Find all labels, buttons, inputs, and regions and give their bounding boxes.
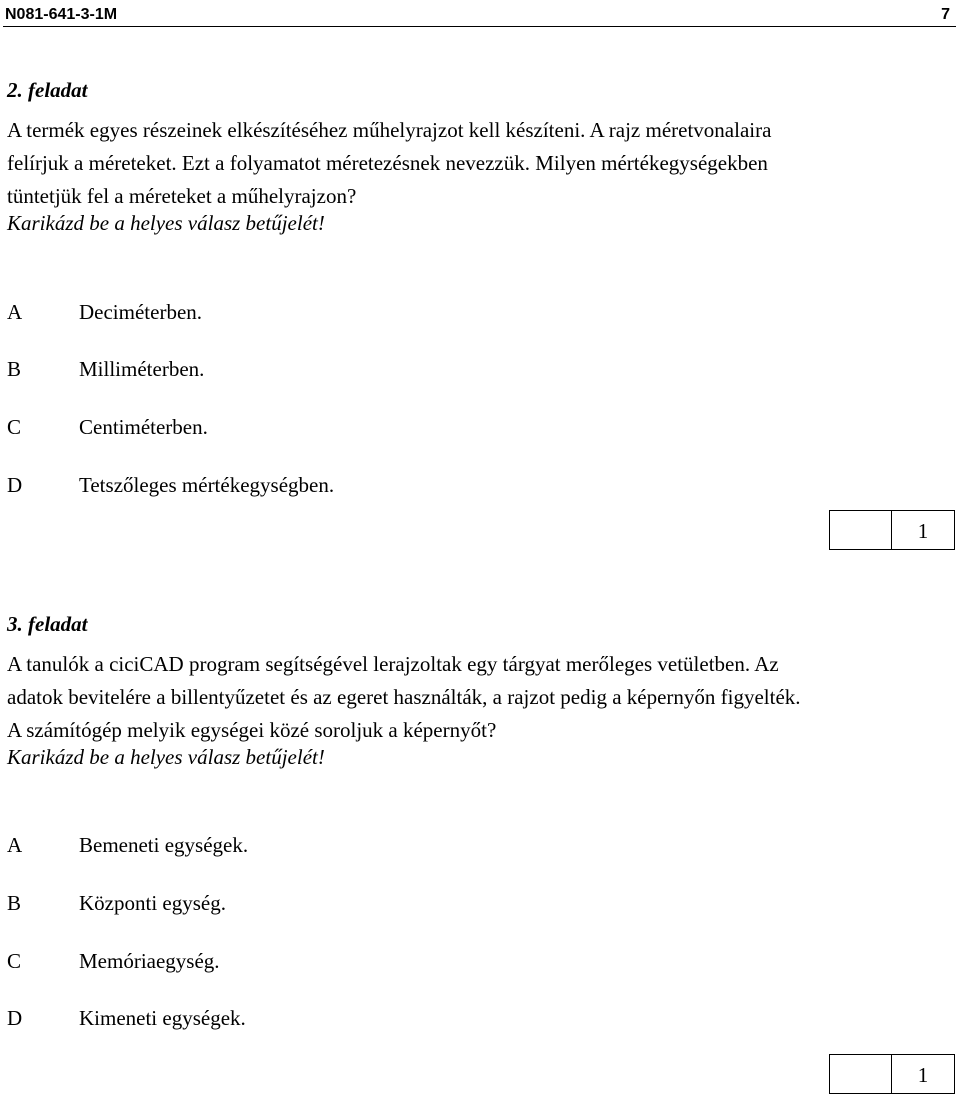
option-letter: C [7,415,22,439]
option-letter: A [7,833,23,857]
document-code: N081-641-3-1M [5,6,118,23]
question-line: adatok bevitelére a billentyűzetet és az egeret használták, a rajzot pedig a képernyőn figyelték. [7,685,801,709]
task-3-score-box [829,1054,955,1094]
question-line: A számítógép melyik egységei közé soroljuk a képernyőt? [7,718,497,742]
score-field[interactable] [830,511,892,549]
question-line: A termék egyes részeinek elkészítéséhez műhelyrajzot kell készíteni. A rajz méretvonalaira [7,118,772,142]
option-text: Bemeneti egységek. [79,833,249,857]
task-3-instruction: Karikázd be a helyes válasz betűjelét! [7,745,325,769]
option-text: Központi egység. [79,891,226,915]
option-text: Centiméterben. [79,415,208,439]
option-text: Milliméterben. [79,357,205,381]
score-field[interactable] [830,1055,892,1093]
task-3-title: 3. feladat [7,612,88,636]
option-letter: D [7,1006,23,1030]
task-2-instruction: Karikázd be a helyes válasz betűjelét! [7,211,325,235]
task-2-question [7,114,952,213]
task-2-score-box [829,510,955,550]
question-line: A tanulók a ciciCAD program segítségével lerajzoltak egy tárgyat merőleges vetületben. Az [7,652,779,676]
max-points: 1 [917,519,929,543]
task-2-title: 2. feladat [7,78,88,102]
page-header [3,2,956,27]
option-letter: C [7,949,22,973]
option-letter: B [7,891,22,915]
question-line: felírjuk a méreteket. Ezt a folyamatot méretezésnek nevezzük. Milyen mértékegységekben [7,151,768,175]
page-number: 7 [941,6,950,23]
question-line: tüntetjük fel a méreteket a műhelyrajzon? [7,184,357,208]
option-text: Deciméterben. [79,300,203,324]
max-points: 1 [917,1063,929,1087]
option-text: Kimeneti egységek. [79,1006,246,1030]
option-letter: D [7,473,23,497]
option-letter: B [7,357,22,381]
option-letter: A [7,300,23,324]
task-3-question [7,648,952,747]
option-text: Tetszőleges mértékegységben. [79,473,335,497]
option-text: Memóriaegység. [79,949,220,973]
